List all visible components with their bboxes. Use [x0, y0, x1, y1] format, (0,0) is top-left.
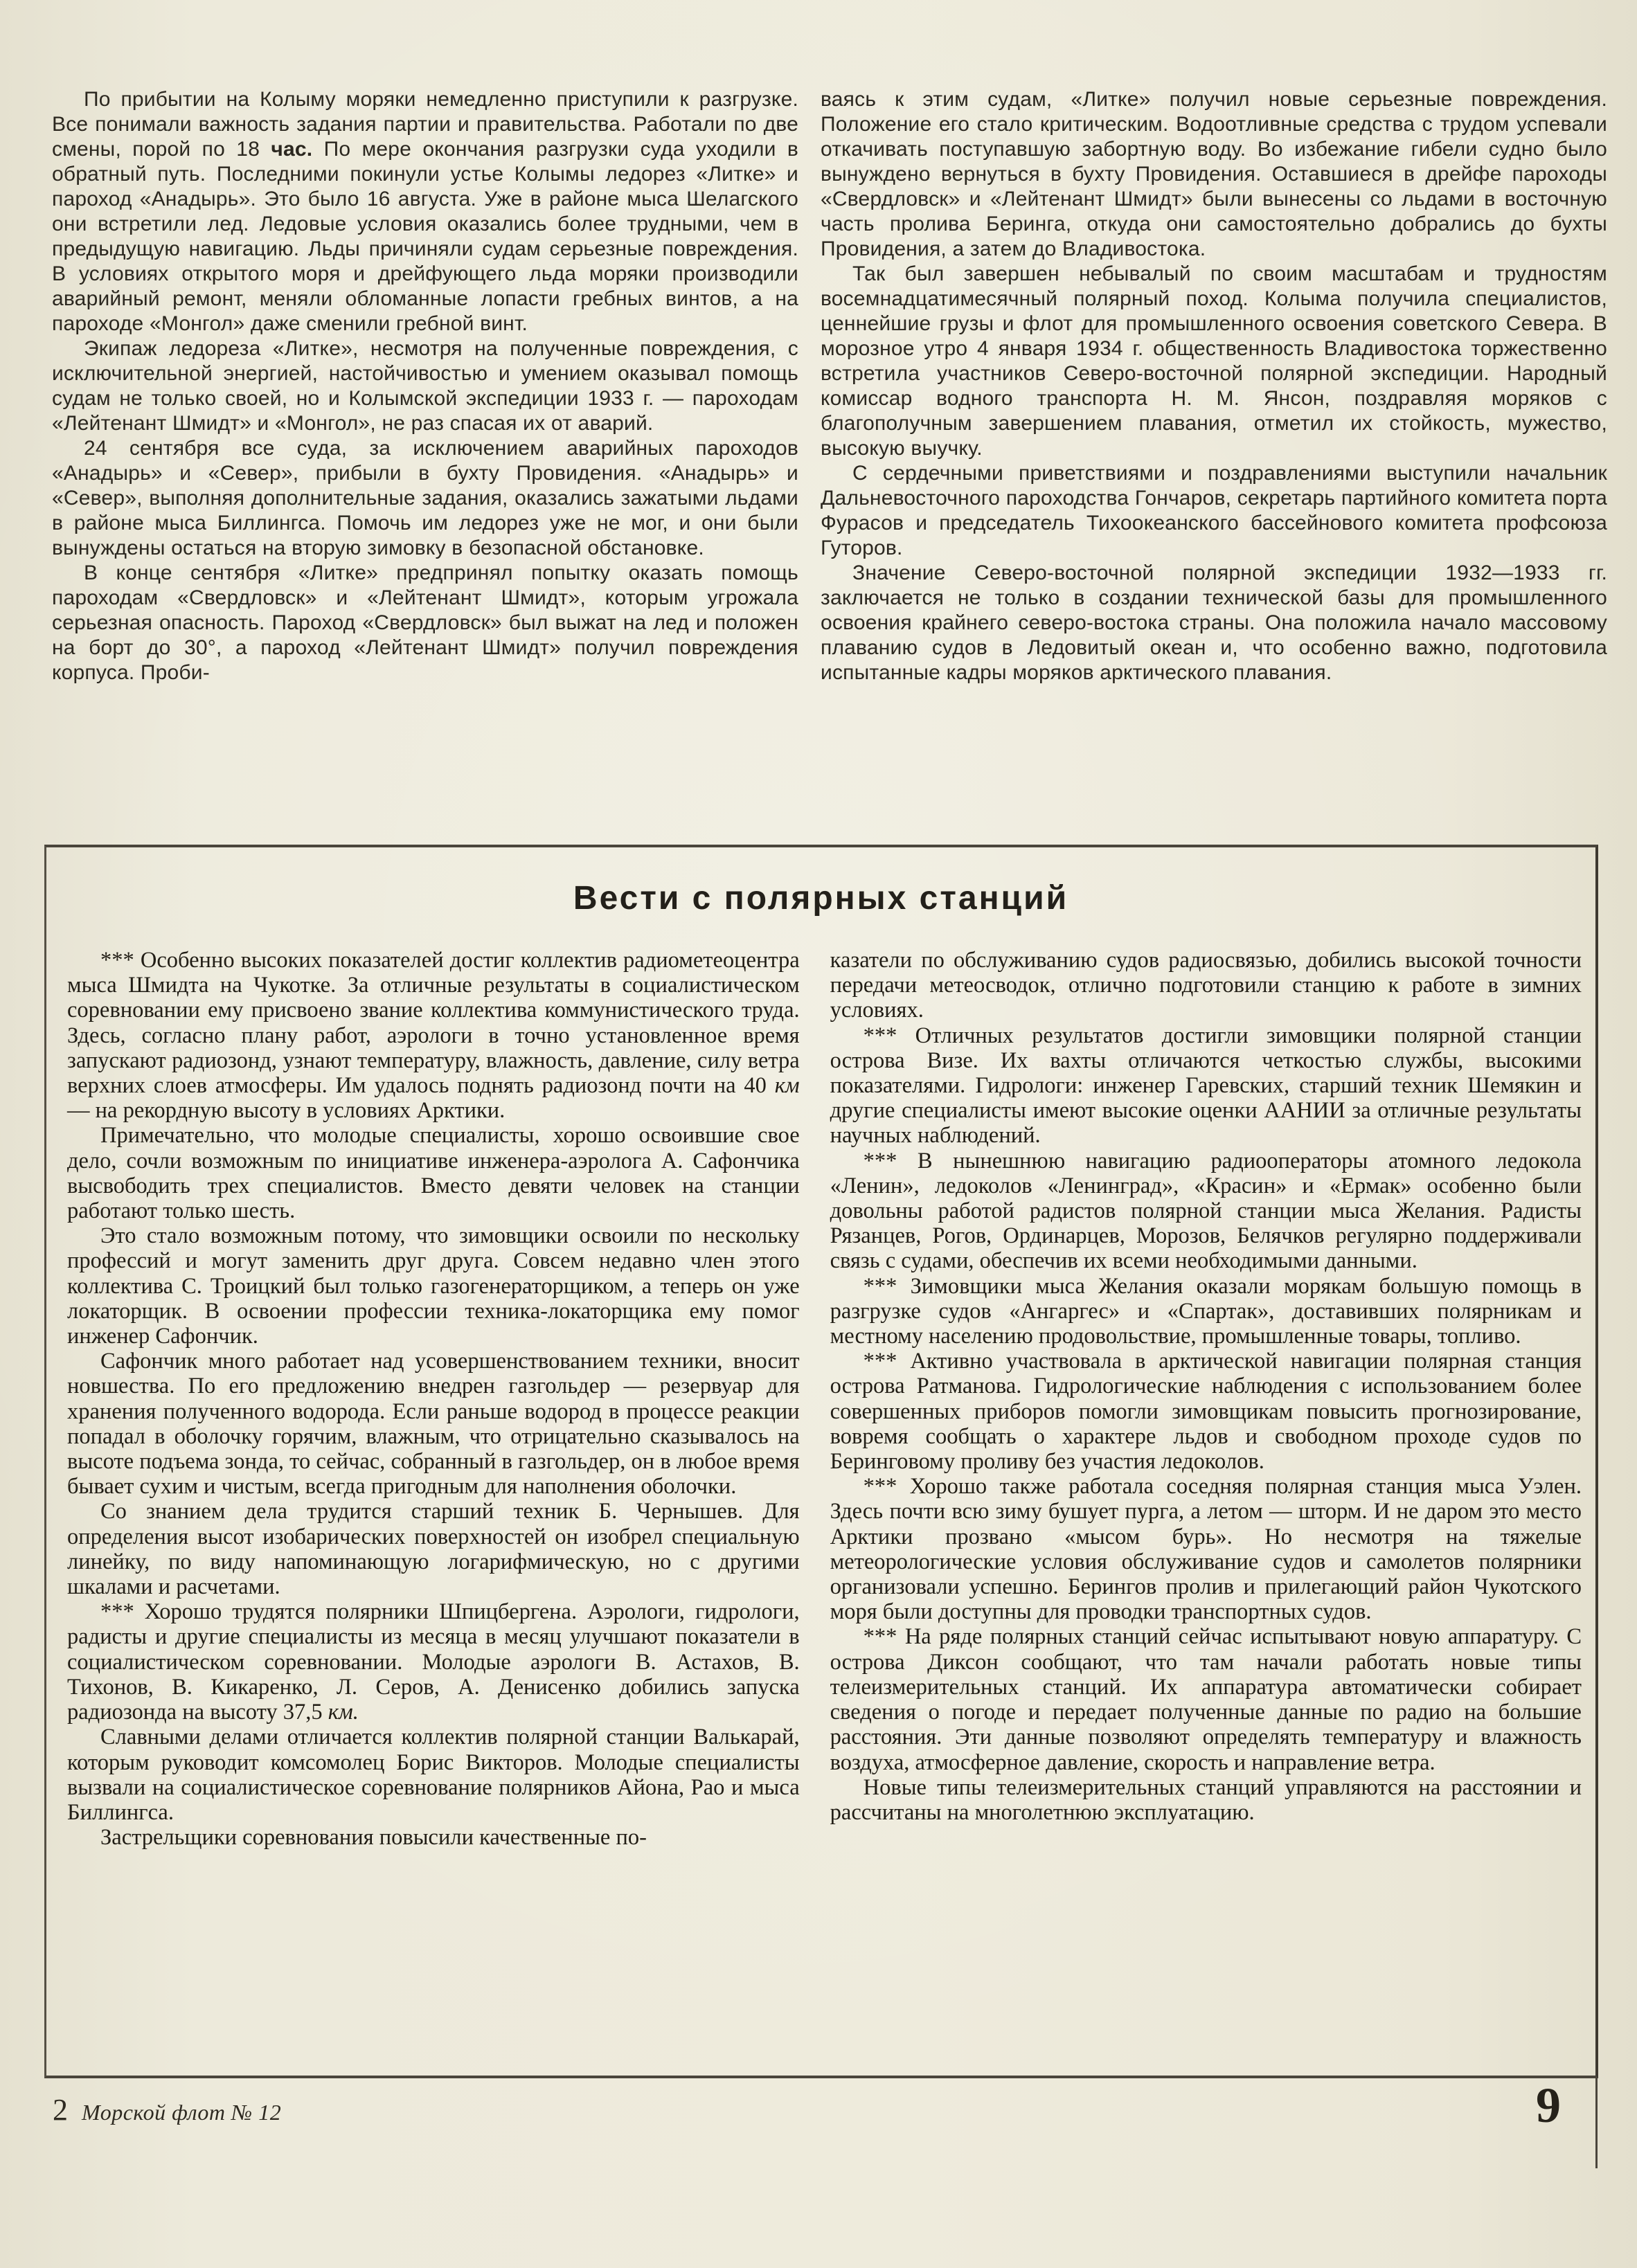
text-run: 24 сентября все суда, за исключением аварийных пароходов «Анадырь» и «Север», прибыли в бухту Провидения. «Анадырь» и «Север», выполняя дополнительные задания, оказались зажатыми льдами в районе мыса Биллингса. Помочь им ледорез уже не мог, и они были вынуждены остаться на вторую зимовку в безопасной обстановке. — [52, 437, 798, 559]
footer-journal-info — [53, 2092, 281, 2127]
paragraph — [830, 1775, 1582, 1825]
paragraph — [821, 262, 1607, 461]
text-run: Так был завершен небывалый по своим масштабам и трудностям восемнадцатимесячный полярный поход. Колыма получила специалистов, ценнейшие грузы и флот для промышленного освоения советского Севера. В морозное утро 4 января 1934 г. общественность Владивостока торжественно встретила участников Северо-восточной полярной экспедиции. Народный комиссар водного транспорта Н. М. Янсон, поздравляя моряков с благополучным завершением плавания, отметил их стойкость, мужество, высокую выучку. — [821, 262, 1607, 460]
text-run: *** В нынешнюю навигацию радиооператоры атомного ледокола «Ленин», ледоколов «Ленинград», «Красин» и «Ермак» особенно были довольны работой радистов полярной станции мыса Желания. Радисты Рязанцев, Рогов, Ординарцев, Морозов, Белячков регулярно поддерживали связь с судами, обеспечив их всеми необходимыми данными. — [830, 1148, 1582, 1274]
text-run: Примечательно, что молодые специалисты, хорошо освоившие свое дело, сочли возможным по инициативе инженера-аэролога А. Сафончика высвободить трех специалистов. Вместо девяти человек на станции работают только шесть. — [67, 1123, 800, 1224]
box-border-artifact — [1595, 2077, 1598, 2168]
paragraph — [821, 461, 1607, 561]
paragraph — [830, 1624, 1582, 1774]
text-run: По мере окончания разгрузки суда уходили в обратный путь. Последними покинули устье Колымы ледорез «Литке» и пароход «Анадырь». Это было 16 августа. Уже в районе мыса Шелагского они встретили лед. Ледовые условия оказались более трудными, чем в предыдущую навигацию. Льды причиняли судам серьезные повреждения. В условиях открытого моря и дрейфующего льда моряки производили аварийный ремонт, меняли обломанные лопасти гребных винтов, а на пароходе «Монгол» даже сменили гребной винт. — [52, 138, 798, 335]
paragraph — [52, 336, 798, 436]
paragraph — [830, 1149, 1582, 1274]
section-title: Вести с полярных станций — [573, 880, 1069, 917]
paragraph — [830, 1474, 1582, 1624]
paragraph — [67, 1349, 800, 1499]
page-number: 9 — [1536, 2078, 1561, 2133]
article-column-right — [821, 87, 1607, 685]
paragraph — [67, 1725, 800, 1825]
text-run: — на рекордную высоту в условиях Арктики. — [67, 1098, 506, 1124]
paragraph — [67, 948, 800, 1123]
paragraph — [67, 1499, 800, 1599]
paragraph — [67, 1599, 800, 1725]
footer-issue-number: 2 — [53, 2093, 68, 2127]
paragraph — [67, 1123, 800, 1223]
footer-journal-name: Морской флот № 12 — [82, 2100, 282, 2125]
paragraph — [830, 1349, 1582, 1474]
text-run: Экипаж ледореза «Литке», несмотря на полученные повреждения, с исключительной энергией, настойчивостью и умением оказывал помощь судам не только своей, но и Колымской экспедиции 1933 г. — пароходам «Лейтенант Шмидт» и «Монгол», не раз спасая их от аварий. — [52, 337, 798, 435]
text-run: *** На ряде полярных станций сейчас испытывают новую аппаратуру. С острова Диксон сообщают, что там начали работать новые типы телеизмерительных станций. Их аппаратура автоматически собирает сведения о погоде и передает полученные данные по радио на большие расстояния. Эти данные позволяют определять температуру и влажность воздуха, атмосферное давление, скорость и направление ветра. — [830, 1624, 1582, 1775]
text-run: казатели по обслуживанию судов радиосвязью, добились высокой точности передачи метеосводок, отлично подготовили станцию к работе в зимних условиях. — [830, 948, 1582, 1023]
text-run: Значение Северо-восточной полярной экспедиции 1932—1933 гг. заключается не только в создании технической базы для промышленного освоения крайнего северо-востока страны. Она положила начало массовому плаванию судов в Ледовитый океан и, что особенно важно, подготовила испытанные кадры моряков арктического плавания. — [821, 561, 1607, 684]
article-column-left — [52, 87, 798, 685]
text-run: *** Хорошо трудятся полярники Шпицбергена. Аэрологи, гидрологи, радисты и другие специалисты из месяца в месяц улучшают показатели в социалистическом соревновании. Молодые аэрологи В. Астахов, В. Тихонов, В. Кикаренко, Л. Серов, А. Денисенко добились запуска радиозонда на высоту 37,5 — [67, 1599, 800, 1725]
paragraph — [821, 561, 1607, 685]
text-run: *** Особенно высоких показателей достиг коллектив радиометеоцентра мыса Шмидта на Чукотке. За отличные результаты в социалистическом соревновании ему присвоено звание коллектива коммунистического труда. Здесь, согласно плану работ, аэрологи в точно установленное время запускают радиозонд, узнают температуру, влажность, давление, силу ветра верхних слоев атмосферы. Им удалось поднять радиозонд почти на 40 — [67, 948, 800, 1099]
paragraph — [830, 1274, 1582, 1349]
text-run: *** Хорошо также работала соседняя полярная станция мыса Уэлен. Здесь почти всю зиму бушует пурга, а летом — шторм. И не даром это место Арктики прозвано «мысом бурь». Но несмотря на тяжелые метеорологические условия обслуживание судов и самолетов полярники организовали успешно. Берингов пролив и прилегающий район Чукотского моря были доступны для проводки транспортных судов. — [830, 1474, 1582, 1625]
paragraph — [52, 87, 798, 336]
text-run: ваясь к этим судам, «Литке» получил новые серьезные повреждения. Положение его стало критическим. Водоотливные средства с трудом успевали откачивать поступавшую забортную воду. Во избежание гибели судно было вынуждено вернуться в бухту Провидения. Оставшиеся в дрейфе пароходы «Свердловск» и «Лейтенант Шмидт» были вынесены со льдами в восточную часть пролива Беринга, откуда они самостоятельно добрались до бухты Провидения, а затем до Владивостока. — [821, 88, 1607, 260]
paragraph — [52, 561, 798, 685]
text-run: *** Отличных результатов достигли зимовщики полярной станции острова Визе. Их вахты отличаются четкостью службы, высокими показателями. Гидрологи: инженер Гаревских, старший техник Шемякин и другие специалисты имеют высокие оценки ААНИИ за отличные результаты научных наблюдений. — [830, 1023, 1582, 1149]
text-run: С сердечными приветствиями и поздравлениями выступили начальник Дальневосточного пароходства Гончаров, секретарь партийного комитета порта Фурасов и председатель Тихоокеанского бассейнового комитета профсоюза Гуторов. — [821, 462, 1607, 559]
news-column-right — [830, 948, 1582, 1850]
text-run: Новые типы телеизмерительных станций управляются на расстоянии и рассчитаны на многолетнюю эксплуатацию. — [830, 1774, 1582, 1825]
news-column-left — [67, 948, 800, 1850]
text-run: *** Активно участвовала в арктической навигации полярная станция острова Ратманова. Гидрологические наблюдения с использованием более совершенных приборов помогли зимовщикам повысить прогнозирование, вовремя сообщать о характере льдов и свободном проходе судов по Беринговому проливу без участия ледоколов. — [830, 1349, 1582, 1475]
paragraph — [67, 1825, 800, 1850]
paragraph — [821, 87, 1607, 262]
text-run: В конце сентября «Литке» предпринял попытку оказать помощь пароходам «Свердловск» и «Лейтенант Шмидт», которым угрожала серьезная опасность. Пароход «Свердловск» был выжат на лед и положен на борт до 30°, а пароход «Лейтенант Шмидт» получил повреждения корпуса. Проби- — [52, 561, 798, 684]
news-section-box — [44, 845, 1598, 2078]
text-run: км. — [328, 1700, 359, 1725]
text-run: Со знанием дела трудится старший техник Б. Чернышев. Для определения высот изобарических поверхностей он изобрел специальную линейку, по виду напоминающую логарифмическую, но с другими шкалами и расчетами. — [67, 1499, 800, 1600]
text-run: км — [774, 1073, 800, 1099]
paragraph — [830, 948, 1582, 1023]
paragraph — [830, 1023, 1582, 1149]
paragraph — [67, 1223, 800, 1349]
article-top-section — [52, 87, 1607, 685]
text-run: *** Зимовщики мыса Желания оказали морякам большую помощь в разгрузке судов «Ангаргес» и «Спартак», доставивших полярникам и местному населению продовольствие, промышленные товары, топливо. — [830, 1273, 1582, 1349]
news-columns — [46, 917, 1595, 1850]
paragraph — [52, 436, 798, 561]
text-run: Сафончик много работает над усовершенствованием техники, вносит новшества. По его предложению внедрен газгольдер — резервуар для хранения полученного водорода. Если раньше водород в процессе реакции попадал в оболочку горячим, влажным, что отрицательно сказывалось на высоте подъема зонда, то сейчас, собранный в газгольдер, он в любое время бывает сухим и чистым, всегда пригодным для наполнения оболочки. — [67, 1349, 800, 1500]
text-run: По прибытии на Колыму моряки немедленно приступили к разгрузке. Все понимали важность задания партии и правительства. Работали по две смены, порой по 18 — [52, 88, 798, 161]
text-run: Застрельщики соревнования повысили качественные по- — [100, 1825, 647, 1851]
text-run: Славными делами отличается коллектив полярной станции Валькарай, которым руководит комсомолец Борис Викторов. Молодые специалисты вызвали на социалистическое соревнование полярников Айона, Рао и мыса Биллингса. — [67, 1725, 800, 1825]
text-run: час. — [271, 138, 313, 161]
text-run: Это стало возможным потому, что зимовщики освоили по нескольку профессий и могут заменить друг друга. Совсем недавно член этого коллектива С. Троицкий был только газогенераторщиком, а теперь он уже локаторщик. В освоении профессии техника-локаторщика ему помог инженер Сафончик. — [67, 1223, 800, 1349]
